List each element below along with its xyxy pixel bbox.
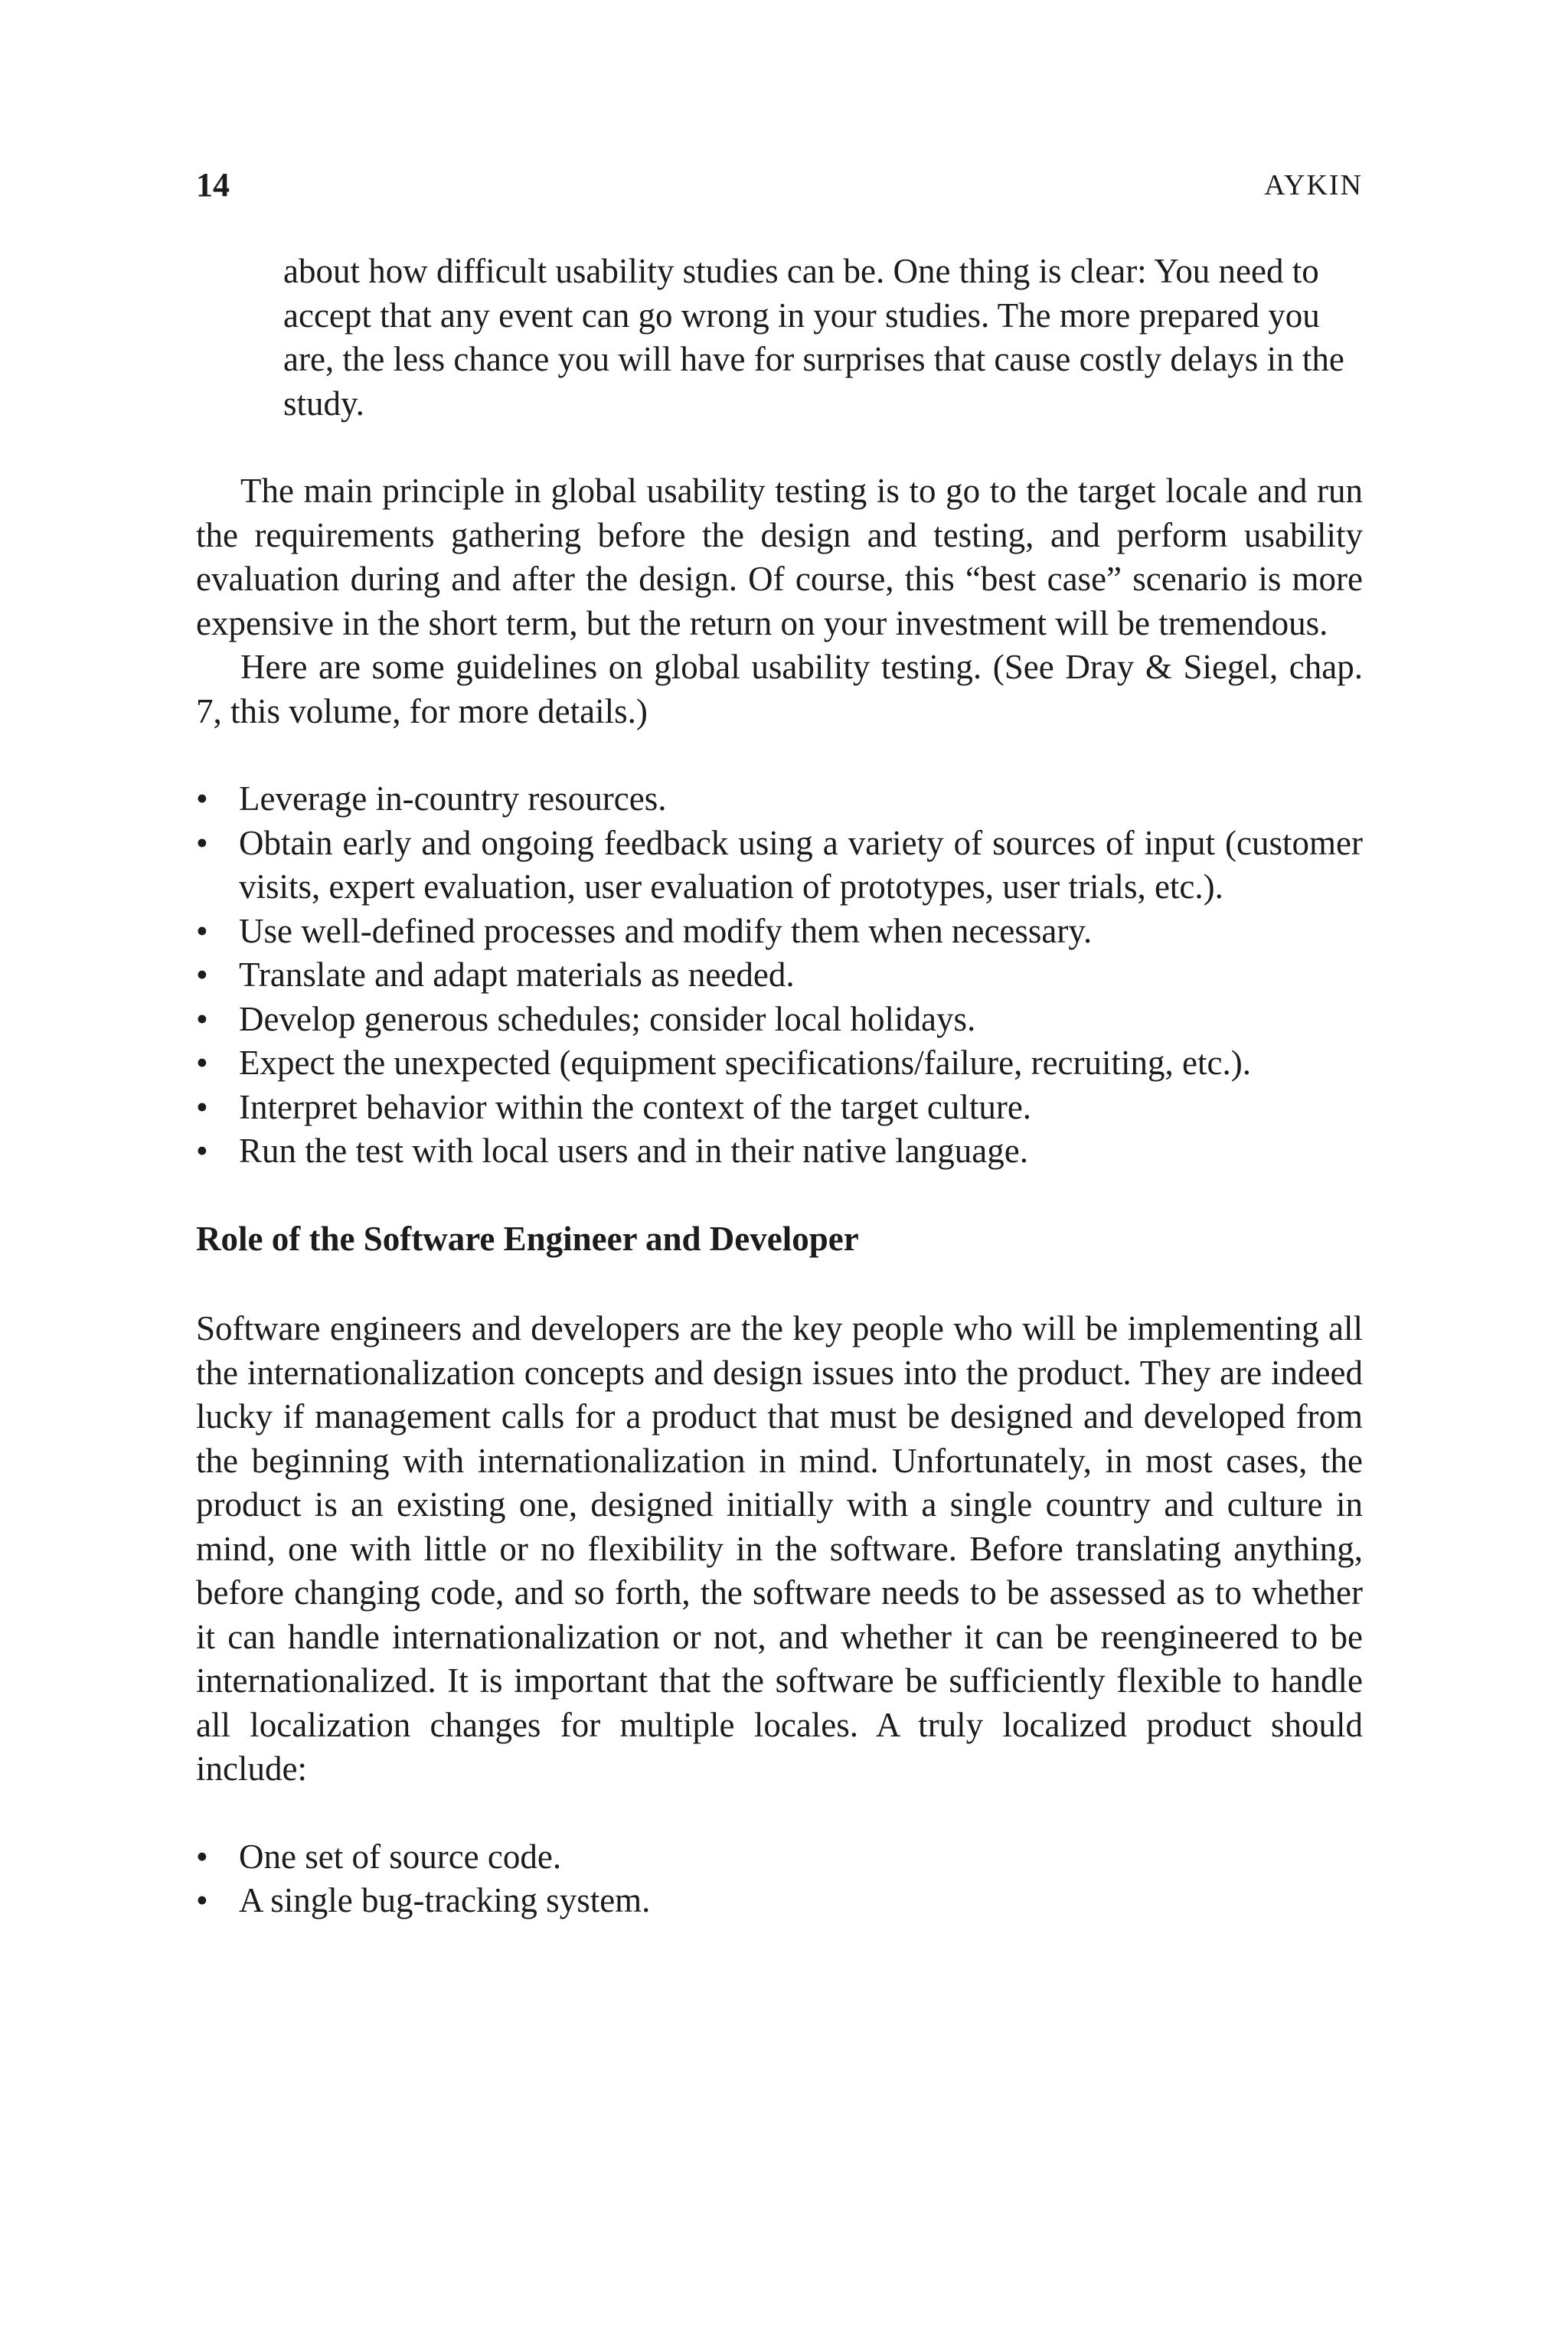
bullet-icon: • [196, 779, 208, 818]
guidelines-list [196, 777, 1363, 1174]
running-head: AYKIN [1264, 169, 1363, 201]
bullet-icon: • [196, 911, 208, 950]
list-item: • Obtain early and ongoing feedback using a variety of sources of input (customer visits, expert evaluation, user evaluation of prototypes, user trials, etc.). [196, 822, 1363, 910]
list-item: • One set of source code. [196, 1835, 1363, 1880]
bullet-icon: • [196, 1881, 208, 1919]
bullet-icon: • [196, 1087, 208, 1126]
bullet-icon: • [196, 823, 208, 862]
page-number: 14 [196, 166, 230, 204]
spacer [196, 733, 1363, 777]
list-item: • Translate and adapt materials as needed. [196, 953, 1363, 998]
list-item: • Use well-defined processes and modify them when necessary. [196, 910, 1363, 954]
bullet-icon: • [196, 956, 208, 994]
list-item: • Leverage in-country resources. [196, 777, 1363, 822]
paragraph-software-engineers: Software engineers and developers are the key people who will be implementing all the internationalization concepts and design issues into the product. They are indeed lucky if management calls for a product that must be designed and developed from the beginning with internationalization in mind. Unfortunately, in most cases, the product is an existing one, designed initially with a single country and culture in mind, one with little or no flexibility in the software. Before translating anything, before changing code, and so forth, the software needs to be assessed as to whether it can handle internationalization or not, and whether it can be reengineered to be internationalized. It is important that the software be sufficiently flexible to handle all localization changes for multiple locales. A truly localized product should include: [196, 1309, 1363, 1788]
list-item: • Interpret behavior within the context of the target culture. [196, 1086, 1363, 1130]
spacer [196, 426, 1363, 469]
paragraph-main-principle: The main principle in global usability testing is to go to the target locale and run the requirements gathering before the design and testing, and perform usability evaluation during and after the design. Of course, this “best case” scenario is more expensive in the short term, but the return on your investment will be tremendous. [196, 472, 1363, 642]
list-item: • A single bug-tracking system. [196, 1879, 1363, 1923]
spacer [196, 1174, 1363, 1217]
list-item: • Run the test with local users and in their native language. [196, 1129, 1363, 1174]
localized-product-list [196, 1835, 1363, 1923]
bullet-icon: • [196, 1132, 208, 1170]
bullet-icon: • [196, 1837, 208, 1876]
list-item: • Expect the unexpected (equipment specifications/failure, recruiting, etc.). [196, 1041, 1363, 1086]
bullet-icon: • [196, 999, 208, 1038]
paragraph-guidelines-intro: Here are some guidelines on global usability testing. (See Dray & Siegel, chap. 7, this volume, for more details.) [196, 648, 1363, 730]
intro-quote: about how difficult usability studies can be. One thing is clear: You need to accept that any event can go wrong in your studies. The more prepared you are, the less chance you will have for surprises that cause costly delays in the study. [283, 252, 1344, 423]
bullet-icon: • [196, 1044, 208, 1082]
list-item: • Develop generous schedules; consider local holidays. [196, 998, 1363, 1042]
page-header [196, 162, 1363, 208]
spacer [196, 1261, 1363, 1307]
spacer [196, 1792, 1363, 1835]
page-body [196, 250, 1363, 1923]
section-heading: Role of the Software Engineer and Developer [196, 1219, 859, 1258]
